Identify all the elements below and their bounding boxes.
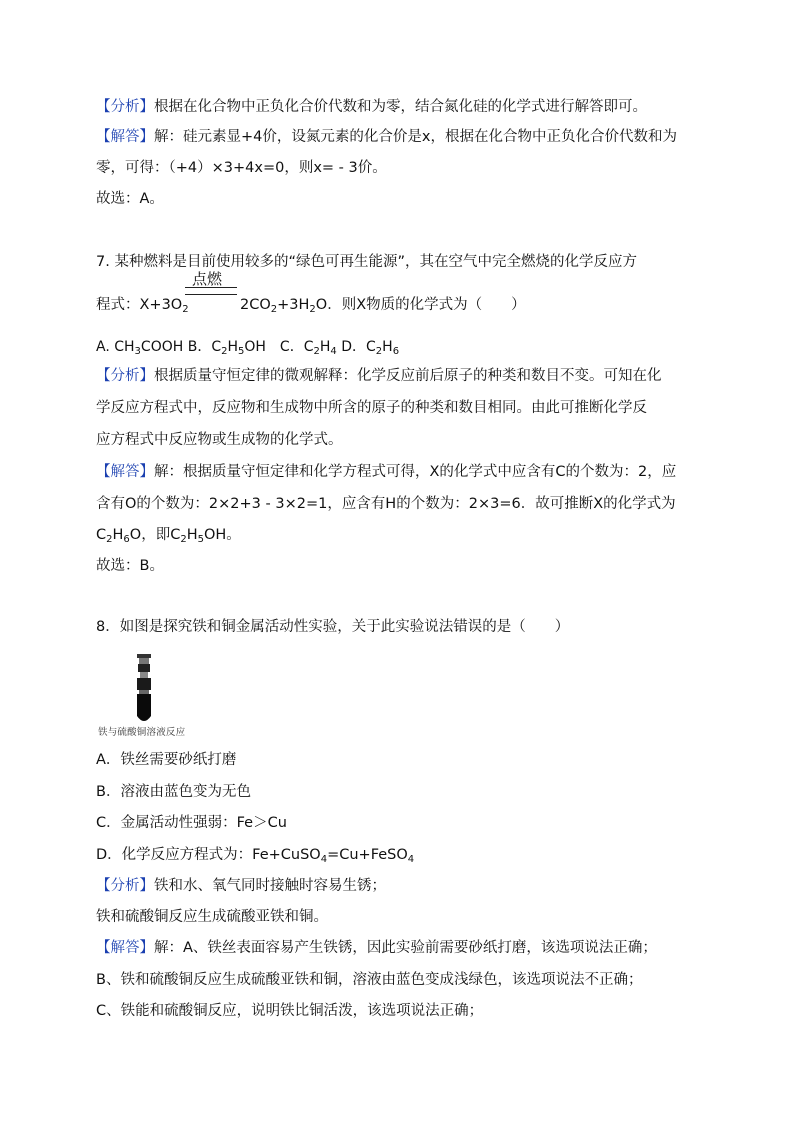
analysis-tag: 【分析】 [96, 878, 154, 894]
q8-option-a: A．铁丝需要砂纸打磨 [96, 752, 237, 768]
q7-stem-line2: 程式：$X+3O_2$ [96, 297, 189, 315]
q6-analysis [96, 97, 647, 117]
q7-reaction-condition: 点燃 [192, 270, 223, 288]
q8-option-b: B．溶液由蓝色变为无色 [96, 784, 251, 800]
analysis-tag: 【分析】 [96, 99, 154, 115]
q7-answer-line3: $C_2H_6O$，即$C_2H_5OH$。 [96, 527, 241, 545]
q6-analysis-text: 根据在化合物中正负化合价代数和为零，结合氮化硅的化学式进行解答即可。 [154, 99, 647, 115]
q7-answer-line2: 含有O的个数为：2×2+3 ‑ 3×2=1，应含有H的个数为：2×3=6．故可推断X的化学式为 [96, 496, 676, 512]
q7-analysis-line1: 【分析】根据质量守恒定律的微观解释：化学反应前后原子的种类和数目不变。可知在化 [96, 368, 662, 384]
q8-analysis-line2: 铁和硫酸铜反应生成硫酸亚铁和铜。 [96, 909, 328, 925]
q7-options: A. $CH_3COOH$ B．$C_2H_5OH$ C．$C_2H_4$ D．$C_2H_6$ [96, 339, 400, 357]
q7-analysis-line3: 应方程式中反应物或生成物的化学式。 [96, 432, 343, 448]
q8-option-c: C．金属活动性强弱：Fe＞Cu [96, 815, 287, 831]
q6-answer-line2: 零，可得：（+4）×3+4x=0，则x= ‑ 3价。 [96, 160, 387, 176]
q8-answer-line1: 【解答】解：A、铁丝表面容易产生铁锈，因此实验前需要砂纸打磨，该选项说法正确； [96, 940, 657, 956]
q7-answer-line1: 【解答】解：根据质量守恒定律和化学方程式可得，X的化学式中应含有C的个数为：2，应 [96, 464, 677, 480]
q7-conclusion: 故选：B。 [96, 558, 164, 574]
analysis-tag: 【分析】 [96, 368, 154, 384]
q8-stem: 8．如图是探究铁和铜金属活动性实验，关于此实验说法错误的是（ ） [96, 619, 570, 635]
q7-analysis-line2: 学反应方程式中，反应物和生成物中所含的原子的种类和数目相同。由此可推断化学反 [96, 400, 647, 416]
test-tube-icon [137, 654, 151, 721]
q6-conclusion: 故选：A。 [96, 191, 164, 207]
q7-equals-sign [185, 287, 237, 295]
q7-products: $2CO_2+3H_2O$．则X物质的化学式为（ ） [240, 297, 526, 315]
answer-tag: 【解答】 [96, 129, 154, 145]
q6-answer-line1: 【解答】解：硅元素显+4价，设氮元素的化合价是x，根据在化合物中正负化合价代数和为 [96, 129, 677, 145]
answer-tag: 【解答】 [96, 464, 154, 480]
q8-answer-line2: B、铁和硫酸铜反应生成硫酸亚铁和铜，溶液由蓝色变成浅绿色，该选项说法不正确； [96, 972, 643, 988]
q8-option-d: D．化学反应方程式为：Fe+CuSO$_4$=Cu+FeSO$_4$ [96, 847, 415, 865]
q8-answer-line3: C、铁能和硫酸铜反应，说明铁比铜活泼，该选项说法正确； [96, 1003, 484, 1019]
q8-analysis-line1: 【分析】铁和水、氧气同时接触时容易生锈； [96, 878, 386, 894]
q7-stem-line1: 7. 某种燃料是目前使用较多的“绿色可再生能源”，其在空气中完全燃烧的化学反应方 [96, 254, 637, 270]
answer-tag: 【解答】 [96, 940, 154, 956]
figure-caption: 铁与硫酸铜溶液反应 [98, 727, 186, 738]
